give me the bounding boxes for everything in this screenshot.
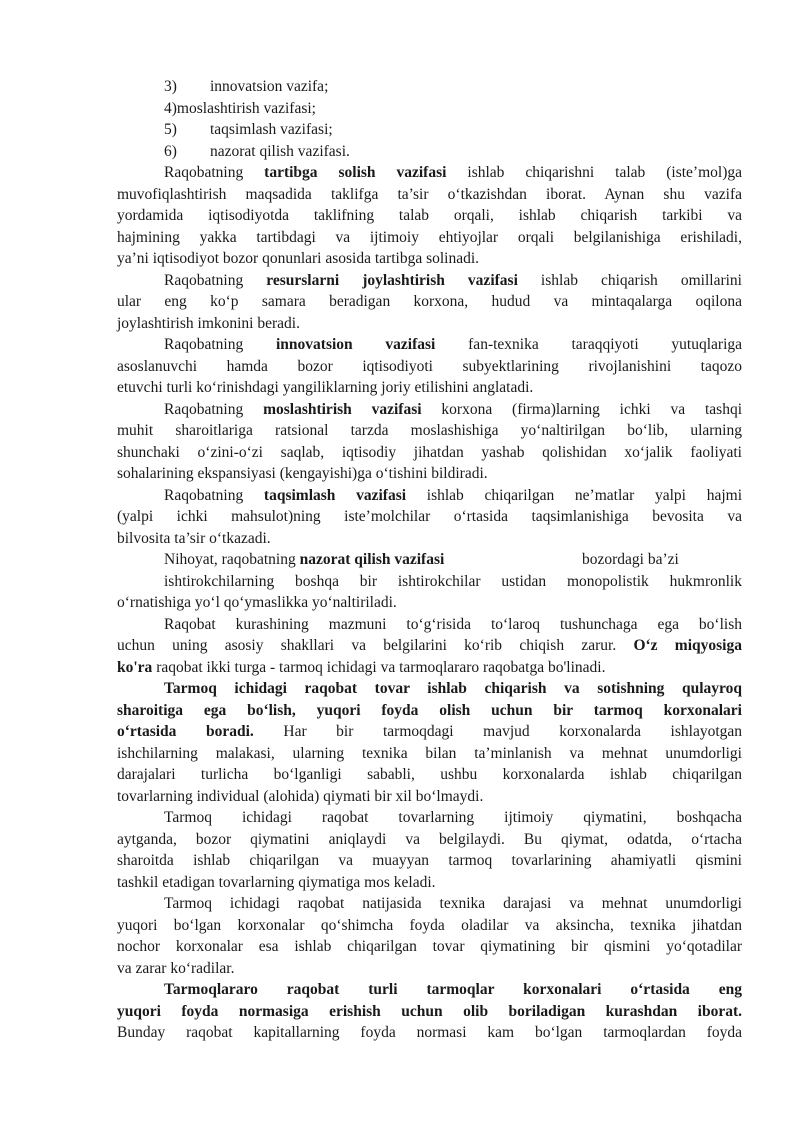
paragraph-line: Raqobatning moslashtirish vazifasi korxona (firma)larning ichki va tashqi bbox=[164, 401, 743, 418]
paragraph-line: yuqori bo‘lgan korxonalar qo‘shimcha foyda oladilar va aksincha, texnika jihatdan bbox=[117, 917, 742, 934]
paragraph-line: tovarlarning individual (alohida) qiymati bir xil bo‘lmaydi. bbox=[117, 788, 484, 805]
paragraph-line: Tarmoq ichidagi raqobat tovar ishlab chiqarish va sotishning qulayroq bbox=[164, 680, 742, 697]
paragraph-line: Raqobatning resurslarni joylashtirish vazifasi ishlab chiqarish omillarini bbox=[164, 272, 742, 289]
paragraph-line: Tarmoqlararo raqobat turli tarmoqlar korxonalari o‘rtasida eng bbox=[164, 981, 742, 998]
paragraph-line: Raqobatning innovatsion vazifasi fan-texnika taraqqiyoti yutuqlariga bbox=[164, 336, 743, 353]
paragraph-line: o‘rtasida boradi. Har bir tarmoqdagi mavjud korxonalarda ishlayotgan bbox=[117, 723, 743, 740]
paragraph-line: Raqobat kurashining mazmuni to‘g‘risida to‘laroq tushunchaga ega bo‘lish bbox=[164, 616, 742, 633]
paragraph-line: muhit sharoitlariga ratsional tarzda moslashishiga yo‘naltirilgan bo‘lib, ularning bbox=[117, 422, 742, 439]
paragraph-line: ular eng ko‘p samara beradigan korxona, hudud va mintaqalarga oqilona bbox=[117, 293, 742, 310]
list-item: 3) innovatsion vazifa; bbox=[164, 78, 329, 95]
paragraph-line: ko'ra raqobat ikki turga - tarmoq ichidagi va tarmoqlararo raqobatga bo'linadi. bbox=[117, 659, 606, 676]
paragraph-line: asoslanuvchi hamda bozor iqtisodiyoti subyektlarining rivojlanishini taqozo bbox=[117, 358, 742, 375]
paragraph-line: nochor korxonalar esa ishlab chiqarilgan tovar qiymatining bir qismini yo‘qotadilar bbox=[117, 938, 742, 955]
paragraph-line: joylashtirish imkonini beradi. bbox=[117, 315, 300, 332]
paragraph-line: Raqobatning tartibga solish vazifasi ishlab chiqarishni talab (iste’mol)ga bbox=[164, 164, 742, 181]
paragraph-line: Raqobatning taqsimlash vazifasi ishlab chiqarilgan ne’matlar yalpi hajmi bbox=[164, 487, 742, 504]
paragraph-line: etuvchi turli ko‘rinishdagi yangiliklarning joriy etilishini anglatadi. bbox=[117, 379, 534, 396]
paragraph-line: uchun uning asosiy shakllari va belgilarini ko‘rib chiqish zarur. O‘z miqyosiga bbox=[117, 637, 742, 654]
paragraph-line: Bunday raqobat kapitallarning foyda normasi kam bo‘lgan tarmoqlardan foyda bbox=[117, 1024, 742, 1041]
paragraph-line: Tarmoq ichidagi raqobat natijasida texnika darajasi va mehnat unumdorligi bbox=[164, 895, 742, 912]
paragraph-line: darajalari turlicha bo‘lganligi sababli, ushbu korxonalarda ishlab chiqarilgan bbox=[117, 766, 742, 783]
paragraph-line-fragment: bozordagi ba’zi bbox=[582, 551, 679, 568]
paragraph-line: va zarar ko‘radilar. bbox=[117, 960, 235, 977]
paragraph-line: sharoitda ishlab chiqarilgan va muayyan tarmoq tovarlarining ahamiyatli qismini bbox=[117, 852, 742, 869]
paragraph-line: muvofiqlashtirish maqsadida taklifga ta’sir o‘tkazishdan iborat. Aynan shu vazifa bbox=[117, 186, 742, 203]
paragraph-line: sohalarining ekspansiyasi (kengayishi)ga o‘tishini bildiradi. bbox=[117, 465, 488, 482]
list-item: 6) nazorat qilish vazifasi. bbox=[164, 143, 350, 160]
paragraph-line: yordamida iqtisodiyotda taklifning talab orqali, ishlab chiqarish tarkibi va bbox=[117, 207, 742, 224]
paragraph-line: ishtirokchilarning boshqa bir ishtirokchilar ustidan monopolistik hukmronlik bbox=[164, 573, 742, 590]
paragraph-line: ya’ni iqtisodiyot bozor qonunlari asosida tartibga solinadi. bbox=[117, 250, 480, 267]
paragraph-line: aytganda, bozor qiymatini aniqlaydi va belgilaydi. Bu qiymat, odatda, o‘rtacha bbox=[117, 831, 742, 848]
paragraph-line: tashkil etadigan tovarlarning qiymatiga mos keladi. bbox=[117, 874, 436, 891]
list-item: 5) taqsimlash vazifasi; bbox=[164, 121, 333, 138]
paragraph-line: Tarmoq ichidagi raqobat tovarlarning ijtimoiy qiymatini, boshqacha bbox=[164, 809, 742, 826]
paragraph-line: ishchilarning malakasi, ularning texnika bilan ta’minlanish va mehnat unumdorligi bbox=[117, 745, 742, 762]
paragraph-line: bilvosita ta’sir o‘tkazadi. bbox=[117, 530, 271, 547]
paragraph-line: Nihoyat, raqobatning nazorat qilish vazifasi bbox=[164, 551, 445, 568]
paragraph-line: sharoitiga ega bo‘lish, yuqori foyda olish uchun bir tarmoq korxonalari bbox=[117, 702, 742, 719]
paragraph-line: hajmining yakka tartibdagi va ijtimoiy ehtiyojlar orqali belgilanishiga erishiladi, bbox=[117, 229, 742, 246]
paragraph-line: yuqori foyda normasiga erishish uchun olib boriladigan kurashdan iborat. bbox=[117, 1003, 742, 1020]
paragraph-line: (yalpi ichki mahsulot)ning iste’molchilar o‘rtasida taqsimlanishiga bevosita va bbox=[117, 508, 742, 525]
list-item: 4)moslashtirish vazifasi; bbox=[164, 100, 316, 117]
paragraph-line: shunchaki o‘zini-o‘zi saqlab, iqtisodiy jihatdan yashab qolishidan xo‘jalik faoliyati bbox=[117, 444, 742, 461]
paragraph-line: o‘rnatishiga yo‘l qo‘ymaslikka yo‘naltiriladi. bbox=[117, 594, 397, 611]
